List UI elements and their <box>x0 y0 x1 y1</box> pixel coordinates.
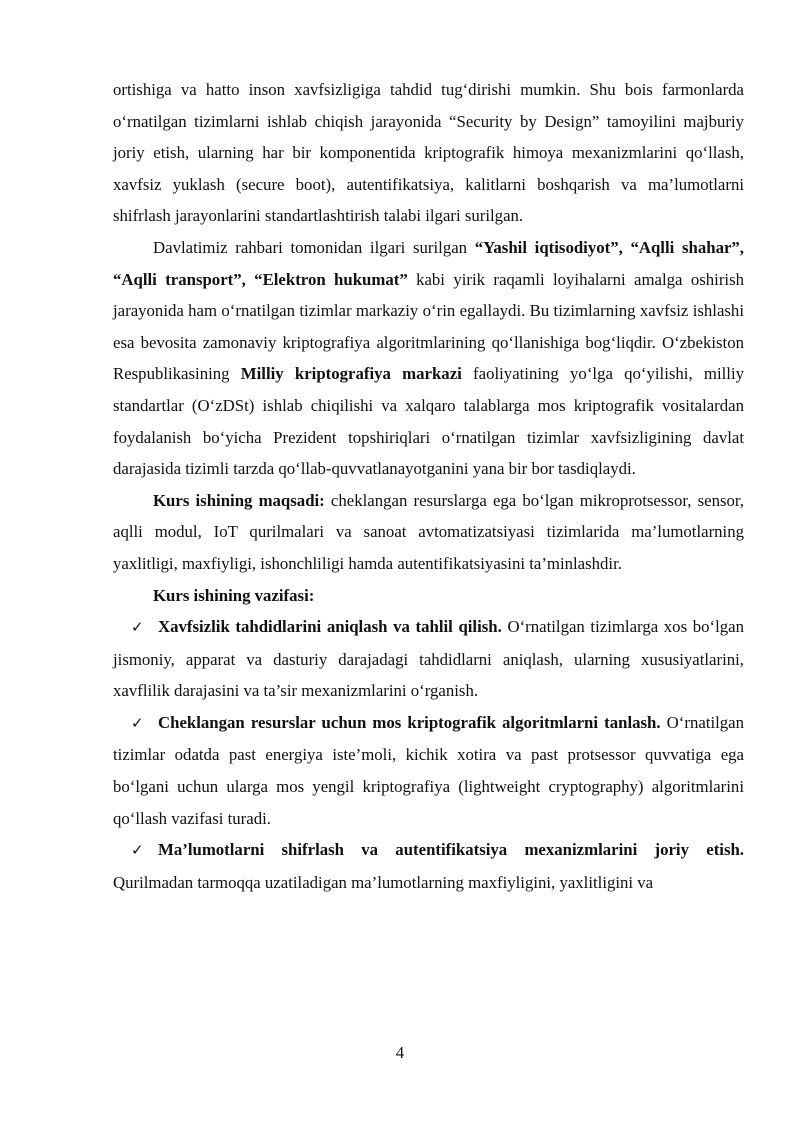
paragraph-text: ortishiga va hatto inson xavfsizligiga tahdid tug‘dirishi mumkin. Shu bois farmonlarda o‘rnatilgan tizimlarni ishlab chiqish jarayonida “Security by Design” tamoyilini majburiy joriy etish, ularning har bir komponentida kriptografik himoya mexanizmlarini qo‘llash, xavfsiz yuklash (secure boot), autentifikatsiya, kalitlarni boshqarish va ma’lumotlarni shifrlash jarayonlarini standartlashtirish talabi ilgari surilgan. <box>113 80 744 226</box>
task-text: Qurilmadan tarmoqqa uzatiladigan ma’lumotlarning maxfiyligini, yaxlitligini va <box>113 872 654 892</box>
bold-run: Milliy kriptografiya markazi <box>240 364 462 384</box>
task-title: Ma’lumotlarni shifrlash va autentifikatsiya mexanizmlarini joriy etish. <box>158 840 744 860</box>
bold-run: “Yashil iqtisodiyot”, “Aqlli shahar”, “Aqlli transport”, “Elektron hukumat” <box>113 237 744 289</box>
task-item <box>113 834 744 898</box>
text-run: faoliyatining yo‘lga qo‘yilishi, milliy standartlar (O‘zDSt) ishlab chiqilishi va xalqaro talablarga mos kriptografik vositalardan foydalanish bo‘yicha Prezident topshiriqlari o‘rnatilgan tizimlar xavfsizligining davlat darajasida tizimli tarzda qo‘llab-quvvatlanayotganini yana bir bor tasdiqlaydi. <box>113 364 744 479</box>
checkmark-icon: ✓ <box>131 713 144 732</box>
paragraph-digital-projects <box>113 232 744 485</box>
checkmark-icon: ✓ <box>131 841 144 860</box>
task-title: Xavfsizlik tahdidlarini aniqlash va tahlil qilish. <box>158 617 502 637</box>
tasks-heading: Kurs ishining vazifasi: <box>153 585 315 605</box>
text-run: Davlatimiz rahbari tomonidan ilgari surilgan <box>153 237 475 257</box>
task-title: Cheklangan resurslar uchun mos kriptografik algoritmlarni tanlash. <box>158 712 661 732</box>
paragraph-course-goal <box>113 485 744 580</box>
text-run: cheklangan resurslarga ega bo‘lgan mikroprotsessor, sensor, aqlli modul, IoT qurilmalari va sanoat avtomatizatsiyasi tizimlarida ma’lumotlarning yaxlitligi, maxfiyligi, ishonchliligi hamda autentifikatsiyasini ta’minlashdir. <box>113 490 744 573</box>
task-text: O‘rnatilgan tizimlar odatda past energiya iste’moli, kichik xotira va past protsessor quvvatiga ega bo‘lgani uchun ularga mos yengil kriptografiya (lightweight cryptography) algoritmlarini qo‘llash vazifasi turadi. <box>113 712 744 828</box>
bold-run: Kurs ishining maqsadi: <box>153 490 325 510</box>
text-run: kabi yirik raqamli loyihalarni amalga oshirish jarayonida ham o‘rnatilgan tizimlar markaziy o‘rin egallaydi. Bu tizimlarning xavfsiz ishlashi esa bevosita zamonaviy kriptografiya algoritmlarining qo‘llanishiga bog‘liqdir. O‘zbekiston Respublikasining <box>113 269 745 384</box>
page-number: 4 <box>395 1043 405 1062</box>
task-item <box>113 707 744 834</box>
task-text: O‘rnatilgan tizimlarga xos bo‘lgan jismoniy, apparat va dasturiy darajadagi tahdidlarni aniqlash, ularning xususiyatlarini, xavflilik darajasini va ta’sir mexanizmlarini o‘rganish. <box>113 617 744 701</box>
paragraph-continuation <box>113 74 744 232</box>
task-item <box>113 611 744 707</box>
checkmark-icon: ✓ <box>131 618 144 637</box>
